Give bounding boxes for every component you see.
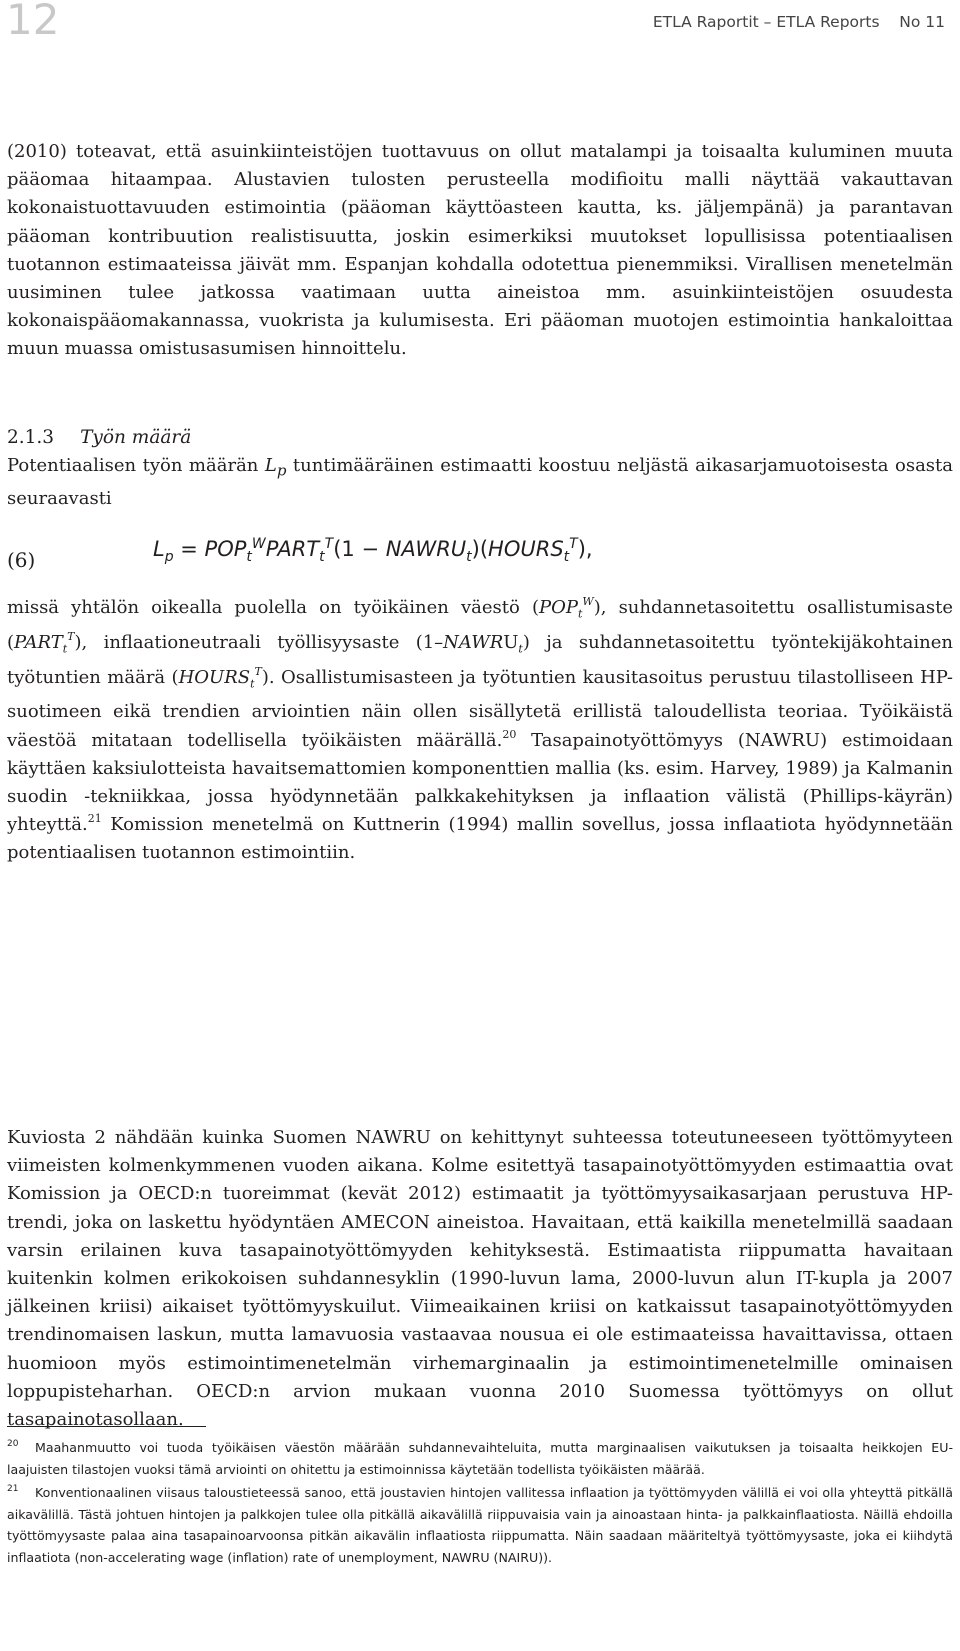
footnote-text: Maahanmuutto voi tuoda työikäisen väestön määrään suhdannevaihteluita, mutta marginaalisen vaikutuksen ja toisaalta heikkojen EU-laajuisten tilastojen vuoksi tämä arviointi on ohitettu ja estimoinnissa käytetään todellista työikäisten määrää. <box>7 1440 953 1477</box>
footnote-number: 20 <box>7 1439 19 1449</box>
footnote-divider <box>7 1426 206 1427</box>
footnote-ref-21[interactable]: 21 <box>87 812 102 826</box>
footnote-21 <box>7 1482 953 1568</box>
page-number: 12 <box>6 0 60 44</box>
footnote-number: 21 <box>7 1484 19 1494</box>
equation-6 <box>7 532 953 588</box>
paragraph-capital-estimation: (2010) toteavat, että asuinkiinteistöjen tuottavuus on ollut matalampi ja toisaalta kuluminen muuta pääomaa hitaampaa. Alustavien tulosten perusteella modifioitu malli näyttää vakauttavan kokonaistuottavuuden estimointia (pääoman käyttöasteen kautta, ks. jäljempänä) ja parantavan pääoman kontribuution realistisuutta, joskin esimerkiksi muutokset lopullisissa potentiaalisen tuotannon estimaateissa jäivät mm. Espanjan kohdalla odotettua pienemmiksi. Virallisen menetelmän uusiminen tulee jatkossa vaatimaan uutta aineistoa mm. asuinkiinteistöjen osuudesta kokonaispääomakannassa, vuokrista ja kulumisesta. Eri pääoman muotojen estimointia hankaloittaa muun muassa omistusasumisen hinnoittelu. <box>7 141 953 360</box>
running-header: ETLA Raportit – ETLA Reports No 11 <box>652 13 945 31</box>
equation-number: (6) <box>7 548 36 572</box>
footnote-ref-20[interactable]: 20 <box>502 727 517 741</box>
paragraph-equation-explanation: missä yhtälön oikealla puolella on työikäinen väestö $(POP_t^W)$, suhdannetasoitettu osallistumisaste $(PART_t^T)$, inflaationeutraali työllisyysaste $(1-NAWRU_t)$ ja suhdannetasoitettu työntekijäkohtainen työtuntien määrä $(HOURS_t^T)$. Osallistumisasteen ja työtuntien kausitasoitus perustuu tilastolliseen HP-suotimeen eikä trendien arviointien näin ollen sisällytetä erillistä taloudellista teoriaa. Työikäistä väestöä mitataan todellisella työikäisten määrällä.$^{20}$ Tasapainotyöttömyys (NAWRU) estimoidaan käyttäen kaksiulotteista havaitsemattomien komponenttien mallia (ks. esim. Harvey, 1989) ja Kalmanin suodin -tekniikkaa, jossa hyödynnetään palkkakehityksen ja inflaation välistä (Phillips-käyrän) yhteyttä.$^{21}$ Komission menetelmä on Kuttnerin (1994) mallin sovellus, jossa inflaatiota hyödynnetään potentiaalisen tuotannon estimointiin. <box>7 595 953 864</box>
footnote-text: Konventionaalinen viisaus taloustieteessä sanoo, että joustavien hintojen vallitessa inflaation ja työttömyyden välillä ei voi olla yhteyttä pitkällä aikavälillä. Tästä johtuen hintojen ja palkkojen tulee olla pitkällä aikavälillä riippuvaisia vain ja ainoastaan hinta- ja palkkainflaatiosta. Näillä ehdoilla työttömyysaste palaa aina tasapainoarvoonsa pitkän aikavälin inflaatiosta riippumatta. Näin saadaan määriteltyä työttömyysaste, joka ei kiihdytä inflaatiota (non-accelerating wage (inflation) rate of unemployment, NAWRU (NAIRU)). <box>7 1485 953 1565</box>
symbol-labour-potential: $L_p$ <box>264 455 287 480</box>
paragraph-nawru-figure: Kuviosta 2 nähdään kuinka Suomen NAWRU on kehittynyt suhteessa toteutuneeseen työttömyyteen viimeisten kolmenkymmenen vuoden aikana. Kolme esitettyä tasapainotyöttömyyden estimaattia ovat Komission ja OECD:n tuoreimmat (kevät 2012) estimaatit ja työttömyysaikasarjaan perustuva HP-trendi, joka on laskettu hyödyntäen AMECON aineistoa. Havaitaan, että kaikilla menetelmillä saadaan varsin erilainen kuva tasapainotyöttömyyden kehityksestä. Estimaatista riippumatta havaitaan kuitenkin kolmen erikokoisen suhdannesyklin (1990-luvun lama, 2000-luvun alun IT-kupla ja 2007 jälkeinen kriisi) aikaiset työttömyyskuilut. Viimeaikainen kriisi on katkaissut tasapainotyöttömyyden trendinomaisen laskun, mutta lamavuosia vastaavaa nousua ei ole estimaateissa havaittavissa, ottaen huomioon myös estimointimenetelmän virhemarginaalin ja estimointimenetelmille ominaisen loppupisteharhan. OECD:n arvion mukaan vuonna 2010 Suomessa työttömyys on ollut tasapainotasollaan. <box>7 1127 953 1431</box>
equation-formula: $L_p$ = $POP_t^WPART_t^T(1$ − $NAWRU_t)(HOURS_t^T)$, <box>153 536 593 566</box>
section-number: 2.1.3 <box>7 427 55 448</box>
section-title: Työn määrä <box>80 427 192 448</box>
footnote-20 <box>7 1437 953 1480</box>
section-heading <box>7 427 191 448</box>
paragraph-labour-intro: Potentiaalisen työn määrän $L_p$ tuntimääräinen estimaatti koostuu neljästä aikasarjamuotoisesta osasta seuraavasti <box>7 455 953 509</box>
